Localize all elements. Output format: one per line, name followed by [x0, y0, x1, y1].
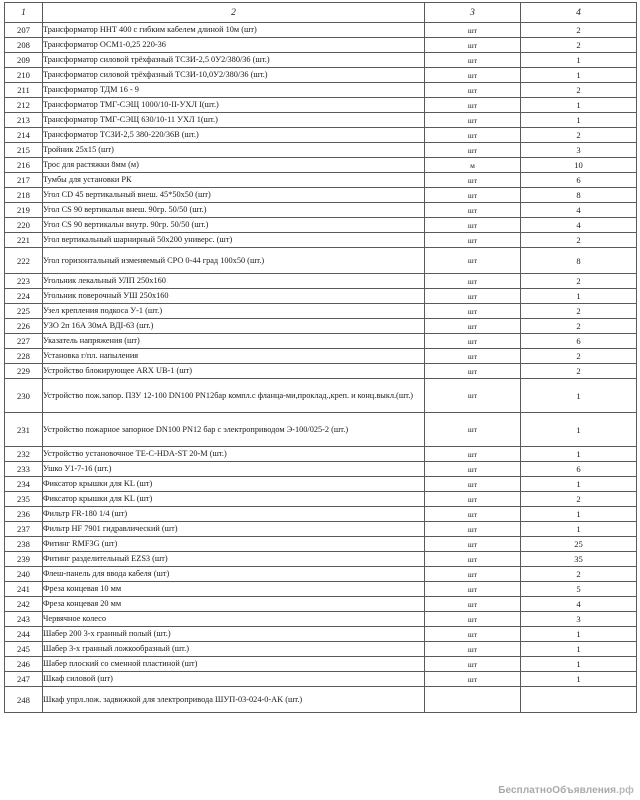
cell-quantity: 1 — [521, 627, 637, 642]
cell-description: Угол CS 90 вертикальн внутр. 90гр. 50/50 (шт.) — [43, 218, 425, 233]
cell-quantity: 6 — [521, 462, 637, 477]
cell-unit: м — [425, 158, 521, 173]
cell-description: Шабер 200 3-х гранный полый (шт.) — [43, 627, 425, 642]
cell-unit: шт — [425, 349, 521, 364]
table-row — [5, 413, 637, 447]
cell-index: 238 — [5, 537, 43, 552]
cell-index: 213 — [5, 113, 43, 128]
cell-description: Установка г/пл. напыления — [43, 349, 425, 364]
table-row — [5, 334, 637, 349]
watermark — [498, 785, 634, 796]
table-row — [5, 158, 637, 173]
cell-unit: шт — [425, 173, 521, 188]
cell-description: Трансформатор ТМГ-СЭЩ 630/10-11 УХЛ 1(шт.) — [43, 113, 425, 128]
cell-index: 214 — [5, 128, 43, 143]
cell-quantity: 2 — [521, 23, 637, 38]
cell-index: 246 — [5, 657, 43, 672]
cell-index: 230 — [5, 379, 43, 413]
cell-quantity: 1 — [521, 447, 637, 462]
cell-unit: шт — [425, 319, 521, 334]
cell-quantity: 1 — [521, 672, 637, 687]
cell-unit: шт — [425, 364, 521, 379]
table-row — [5, 567, 637, 582]
cell-unit: шт — [425, 68, 521, 83]
table-row — [5, 289, 637, 304]
cell-index: 243 — [5, 612, 43, 627]
cell-index: 223 — [5, 274, 43, 289]
cell-quantity: 35 — [521, 552, 637, 567]
cell-quantity: 5 — [521, 582, 637, 597]
cell-unit: шт — [425, 627, 521, 642]
table-row — [5, 522, 637, 537]
cell-description: Тройник 25х15 (шт) — [43, 143, 425, 158]
table-row — [5, 597, 637, 612]
table-row — [5, 477, 637, 492]
cell-unit: шт — [425, 113, 521, 128]
table-row — [5, 233, 637, 248]
cell-unit: шт — [425, 507, 521, 522]
table-row — [5, 38, 637, 53]
cell-index: 211 — [5, 83, 43, 98]
cell-unit: шт — [425, 233, 521, 248]
cell-quantity: 4 — [521, 218, 637, 233]
cell-unit — [425, 687, 521, 713]
cell-unit: шт — [425, 522, 521, 537]
cell-unit: шт — [425, 248, 521, 274]
cell-index: 247 — [5, 672, 43, 687]
column-header-index: 1 — [5, 3, 43, 23]
cell-description: УЗО 2п 16А 30мА ВДI-63 (шт.) — [43, 319, 425, 334]
cell-unit: шт — [425, 672, 521, 687]
cell-unit: шт — [425, 83, 521, 98]
cell-index: 220 — [5, 218, 43, 233]
cell-description: Фильтр HF 7901 гидравлический (шт) — [43, 522, 425, 537]
cell-quantity: 1 — [521, 507, 637, 522]
cell-unit: шт — [425, 128, 521, 143]
cell-unit: шт — [425, 552, 521, 567]
cell-quantity: 2 — [521, 38, 637, 53]
cell-unit: шт — [425, 334, 521, 349]
cell-quantity: 3 — [521, 612, 637, 627]
cell-index: 226 — [5, 319, 43, 334]
cell-description: Фильтр FR-180 1/4 (шт) — [43, 507, 425, 522]
cell-quantity: 2 — [521, 274, 637, 289]
cell-description: Фиксатор крышки для KL (шт) — [43, 477, 425, 492]
cell-index: 229 — [5, 364, 43, 379]
cell-index: 235 — [5, 492, 43, 507]
table-header — [5, 3, 637, 23]
cell-quantity: 2 — [521, 233, 637, 248]
cell-unit: шт — [425, 492, 521, 507]
cell-index: 233 — [5, 462, 43, 477]
cell-description: Угол вертикальный шарнирный 50х200 универс. (шт) — [43, 233, 425, 248]
cell-description: Трансформатор ТДМ 16 - 9 — [43, 83, 425, 98]
cell-description: Трансформатор ТСЗИ-2,5 380-220/36В (шт.) — [43, 128, 425, 143]
cell-description: Шабер плоский со сменной пластиной (шт) — [43, 657, 425, 672]
cell-unit: шт — [425, 447, 521, 462]
table-row — [5, 447, 637, 462]
table-row — [5, 143, 637, 158]
cell-quantity: 2 — [521, 567, 637, 582]
cell-index: 236 — [5, 507, 43, 522]
cell-description: Угольник поверочный УШ 250х160 — [43, 289, 425, 304]
table-row — [5, 537, 637, 552]
table-row — [5, 218, 637, 233]
cell-description: Флеш-панель для ввода кабеля (шт) — [43, 567, 425, 582]
table-row — [5, 612, 637, 627]
cell-description: Угольник лекальный УЛП 250х160 — [43, 274, 425, 289]
cell-index: 234 — [5, 477, 43, 492]
cell-index: 208 — [5, 38, 43, 53]
cell-description: Устройство блокирующее ARX UB-1 (шт) — [43, 364, 425, 379]
table-row — [5, 552, 637, 567]
cell-description: Угол CD 45 вертикальный внеш. 45*50х50 (шт) — [43, 188, 425, 203]
table-row — [5, 349, 637, 364]
cell-unit: шт — [425, 597, 521, 612]
table-row — [5, 319, 637, 334]
cell-description: Червячное колесо — [43, 612, 425, 627]
cell-quantity: 1 — [521, 53, 637, 68]
cell-unit: шт — [425, 642, 521, 657]
cell-quantity: 8 — [521, 248, 637, 274]
cell-description: Шкаф упрл.лож. задвижкой для электропривода ШУП-03-024-0-AK (шт.) — [43, 687, 425, 713]
table-row — [5, 113, 637, 128]
table-body — [5, 23, 637, 713]
cell-quantity: 1 — [521, 522, 637, 537]
cell-index: 219 — [5, 203, 43, 218]
cell-quantity: 2 — [521, 128, 637, 143]
cell-index: 237 — [5, 522, 43, 537]
cell-description: Фреза концевая 10 мм — [43, 582, 425, 597]
cell-unit: шт — [425, 413, 521, 447]
table-row — [5, 642, 637, 657]
table-row — [5, 627, 637, 642]
cell-unit: шт — [425, 582, 521, 597]
cell-quantity: 1 — [521, 477, 637, 492]
cell-index: 221 — [5, 233, 43, 248]
cell-quantity: 8 — [521, 188, 637, 203]
table-row — [5, 657, 637, 672]
cell-description: Шабер 3-х гранный ложкообразный (шт.) — [43, 642, 425, 657]
cell-quantity: 2 — [521, 304, 637, 319]
cell-unit: шт — [425, 274, 521, 289]
cell-quantity: 1 — [521, 113, 637, 128]
cell-unit: шт — [425, 53, 521, 68]
table-row — [5, 23, 637, 38]
table-row — [5, 203, 637, 218]
table-row — [5, 507, 637, 522]
cell-unit: шт — [425, 537, 521, 552]
table-row — [5, 188, 637, 203]
cell-description: Устройство установочное TE-C-HDA-ST 20-M (шт.) — [43, 447, 425, 462]
cell-unit: шт — [425, 38, 521, 53]
watermark-main-text: БесплатноОбъявления — [498, 785, 617, 796]
cell-index: 228 — [5, 349, 43, 364]
cell-description: Ушко У1-7-16 (шт.) — [43, 462, 425, 477]
cell-description: Трос для растяжки 8мм (м) — [43, 158, 425, 173]
table-header-row — [5, 3, 637, 23]
cell-description: Устройство пож.запор. ПЗУ 12-100 DN100 PN12бар компл.с фланца-ми,проклад.,креп. и конц.выкл.(шт.) — [43, 379, 425, 413]
cell-index: 222 — [5, 248, 43, 274]
cell-unit: шт — [425, 657, 521, 672]
cell-unit: шт — [425, 477, 521, 492]
cell-index: 241 — [5, 582, 43, 597]
cell-description: Шкаф силовой (шт) — [43, 672, 425, 687]
table-row — [5, 98, 637, 113]
cell-index: 227 — [5, 334, 43, 349]
cell-quantity: 1 — [521, 642, 637, 657]
table-row — [5, 492, 637, 507]
cell-quantity — [521, 687, 637, 713]
cell-index: 225 — [5, 304, 43, 319]
cell-description: Фитинг разделительный EZS3 (шт) — [43, 552, 425, 567]
cell-quantity: 1 — [521, 289, 637, 304]
table-row — [5, 687, 637, 713]
cell-index: 216 — [5, 158, 43, 173]
cell-index: 209 — [5, 53, 43, 68]
cell-index: 240 — [5, 567, 43, 582]
table-row — [5, 582, 637, 597]
cell-index: 215 — [5, 143, 43, 158]
column-header-unit: 3 — [425, 3, 521, 23]
table-row — [5, 83, 637, 98]
column-header-quantity: 4 — [521, 3, 637, 23]
table-row — [5, 53, 637, 68]
cell-description: Трансформатор силовой трёхфазный ТСЗИ-2,5 0У2/380/36 (шт.) — [43, 53, 425, 68]
table-row — [5, 274, 637, 289]
cell-quantity: 2 — [521, 83, 637, 98]
cell-unit: шт — [425, 612, 521, 627]
cell-index: 217 — [5, 173, 43, 188]
cell-unit: шт — [425, 218, 521, 233]
cell-description: Фиксатор крышки для KL (шт) — [43, 492, 425, 507]
cell-index: 245 — [5, 642, 43, 657]
cell-quantity: 10 — [521, 158, 637, 173]
cell-quantity: 4 — [521, 597, 637, 612]
table-row — [5, 68, 637, 83]
cell-description: Трансформатор ОСМ1-0,25 220-36 — [43, 38, 425, 53]
cell-quantity: 1 — [521, 98, 637, 113]
cell-description: Трансформатор силовой трёхфазный ТСЗИ-10,0У2/380/36 (шт.) — [43, 68, 425, 83]
cell-unit: шт — [425, 23, 521, 38]
cell-index: 239 — [5, 552, 43, 567]
cell-quantity: 4 — [521, 203, 637, 218]
cell-description: Угол горизонтальный изменяемый СРО 0-44 град 100х50 (шт.) — [43, 248, 425, 274]
cell-quantity: 2 — [521, 364, 637, 379]
cell-quantity: 1 — [521, 68, 637, 83]
cell-quantity: 6 — [521, 334, 637, 349]
cell-index: 218 — [5, 188, 43, 203]
cell-index: 242 — [5, 597, 43, 612]
cell-description: Тумбы для установки РК — [43, 173, 425, 188]
cell-unit: шт — [425, 462, 521, 477]
cell-quantity: 25 — [521, 537, 637, 552]
cell-index: 224 — [5, 289, 43, 304]
cell-description: Указатель напряжения (шт) — [43, 334, 425, 349]
table-row — [5, 304, 637, 319]
table-row — [5, 379, 637, 413]
table-row — [5, 173, 637, 188]
cell-description: Устройство пожарное запорное DN100 PN12 бар с электроприводом Э-100/025-2 (шт.) — [43, 413, 425, 447]
table-row — [5, 364, 637, 379]
watermark-domain-text: .рф — [616, 785, 634, 796]
table-row — [5, 672, 637, 687]
cell-description: Трансформатор ННТ 400 с гибким кабелем длиной 10м (шт) — [43, 23, 425, 38]
cell-quantity: 2 — [521, 319, 637, 334]
cell-unit: шт — [425, 567, 521, 582]
cell-unit: шт — [425, 304, 521, 319]
cell-index: 212 — [5, 98, 43, 113]
column-header-description: 2 — [43, 3, 425, 23]
cell-description: Угол CS 90 вертикальн внеш. 90гр. 50/50 (шт.) — [43, 203, 425, 218]
cell-quantity: 2 — [521, 492, 637, 507]
cell-unit: шт — [425, 188, 521, 203]
cell-index: 207 — [5, 23, 43, 38]
cell-quantity: 2 — [521, 349, 637, 364]
cell-description: Фреза концевая 20 мм — [43, 597, 425, 612]
cell-quantity: 6 — [521, 173, 637, 188]
cell-quantity: 1 — [521, 413, 637, 447]
cell-quantity: 1 — [521, 657, 637, 672]
cell-index: 232 — [5, 447, 43, 462]
cell-index: 231 — [5, 413, 43, 447]
cell-unit: шт — [425, 203, 521, 218]
cell-unit: шт — [425, 379, 521, 413]
inventory-table — [4, 2, 637, 713]
cell-unit: шт — [425, 98, 521, 113]
cell-description: Фитинг RMF3G (шт) — [43, 537, 425, 552]
table-row — [5, 128, 637, 143]
cell-unit: шт — [425, 289, 521, 304]
cell-quantity: 1 — [521, 379, 637, 413]
cell-index: 210 — [5, 68, 43, 83]
cell-quantity: 3 — [521, 143, 637, 158]
cell-unit: шт — [425, 143, 521, 158]
table-row — [5, 248, 637, 274]
table-row — [5, 462, 637, 477]
cell-index: 244 — [5, 627, 43, 642]
cell-index: 248 — [5, 687, 43, 713]
cell-description: Узел крепления подкоса У-1 (шт.) — [43, 304, 425, 319]
cell-description: Трансформатор ТМГ-СЭЩ 1000/10-II-УХЛ I(шт.) — [43, 98, 425, 113]
